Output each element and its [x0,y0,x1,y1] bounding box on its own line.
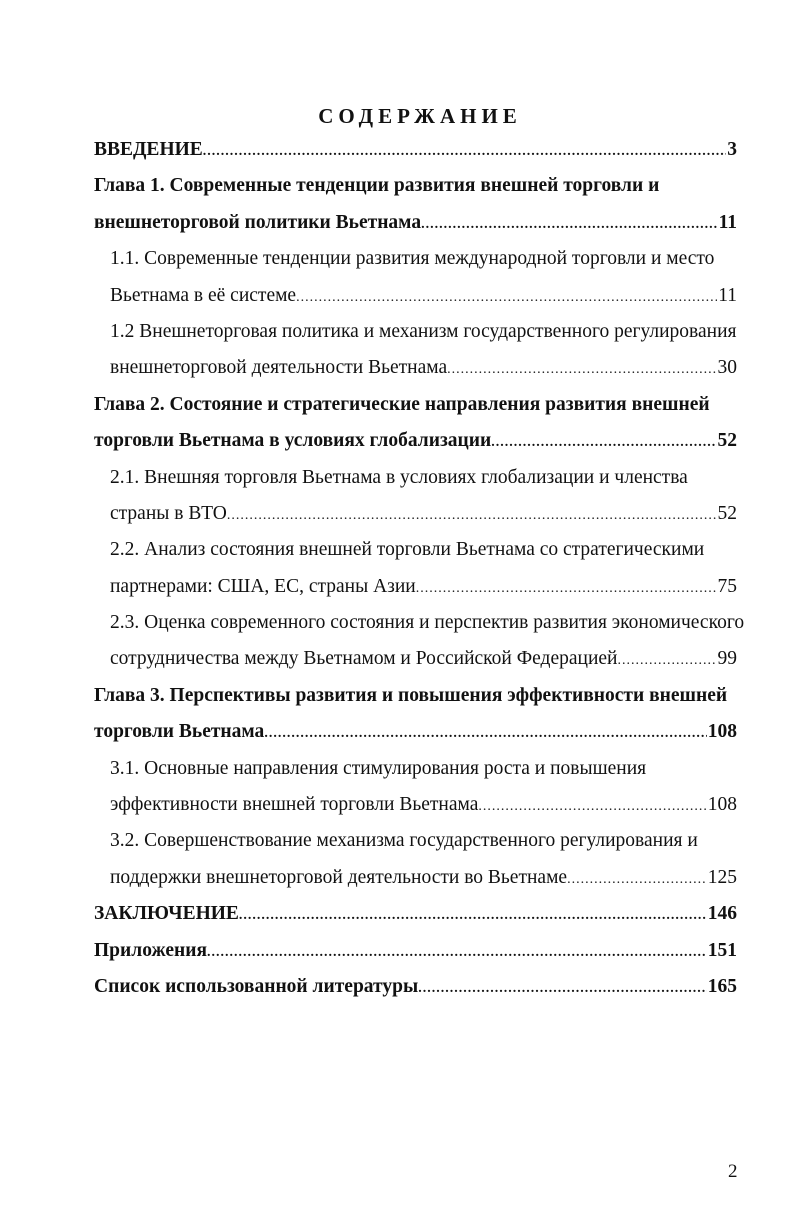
toc-entry-section-2-3-end [94,641,737,677]
toc-entry-section-2-2: 2.2. Анализ состояния внешней торговли Вьетнама со стратегическими [110,539,705,561]
toc-entry-title: торговли Вьетнама в условиях глобализации [94,430,492,452]
toc-entry-introduction [94,132,737,168]
toc-page-number: 52 [717,430,737,452]
toc-entry-section-3-2-end [94,860,737,896]
toc-entry-title: партнерами: США, ЕС, страны Азии [110,575,416,597]
dot-leader [239,898,707,934]
dot-leader [478,789,706,825]
toc-entry-chapter-2-end [94,423,737,459]
toc-entry-title: эффективности внешней торговли Вьетнама [110,794,479,816]
table-of-contents [94,132,745,1005]
toc-entry-chapter-1-end [94,205,737,241]
toc-entry-appendix [94,933,737,969]
toc-page-number: 165 [707,975,737,997]
dot-leader [421,207,717,243]
toc-entry-conclusion [94,896,737,932]
toc-entry-chapter-1: Глава 1. Современные тенденции развития внешней торговли и [94,175,660,197]
dot-leader [264,716,706,752]
dot-leader [447,352,716,388]
dot-leader [418,971,707,1007]
dot-leader [296,280,717,316]
page-title: СОДЕРЖАНИЕ [318,104,522,128]
toc-entry-title: ВВЕДЕНИЕ [94,139,203,160]
toc-entry-section-1-2: 1.2 Внешнеторговая политика и механизм государственного регулирования [110,320,737,342]
toc-entry-chapter-3-end [94,714,737,750]
toc-page-number: 146 [707,903,737,925]
toc-page-number: 151 [707,939,737,961]
toc-page-number: 75 [717,575,737,597]
toc-entry-title: сотрудничества между Вьетнамом и Российской Федерацией [110,648,618,670]
toc-entry-title: ЗАКЛЮЧЕНИЕ [94,903,239,925]
toc-entry-chapter-2: Глава 2. Состояние и стратегические направления развития внешней [94,393,710,415]
toc-entry-section-3-1: 3.1. Основные направления стимулирования роста и повышения [110,757,647,779]
toc-entry-section-3-2: 3.2. Совершенствование механизма государственного регулирования и [110,830,698,852]
toc-entry-section-3-1-end [94,787,737,823]
toc-entry-title: внешнеторговой деятельности Вьетнама [110,357,448,379]
toc-page-number: 11 [718,284,737,306]
dot-leader [416,571,717,607]
toc-page-number: 99 [717,648,737,670]
toc-page-number: 30 [717,357,737,379]
dot-leader [617,643,716,679]
toc-entry-title: Приложения [94,939,208,961]
toc-entry-title: Вьетнама в её системе [110,284,297,306]
dot-leader [567,862,707,898]
toc-entry-section-2-1-end [94,496,737,532]
toc-entry-references [94,969,737,1005]
toc-entry-chapter-3: Глава 3. Перспективы развития и повышения эффективности внешней [94,684,728,706]
toc-entry-title: внешнеторговой политики Вьетнама [94,211,422,233]
toc-page-number: 108 [707,794,737,816]
toc-page-number: 11 [718,211,737,233]
dot-leader [227,498,717,534]
toc-entry-title: торговли Вьетнама [94,721,265,743]
toc-entry-title: Список использованной литературы [94,975,419,997]
dot-leader [491,425,716,461]
toc-entry-section-1-1-end [94,278,737,314]
toc-entry-title: поддержки внешнеторговой деятельности во Вьетнаме [110,866,568,888]
toc-page-number: 52 [717,502,737,524]
toc-entry-title: страны в ВТО [110,502,227,524]
toc-entry-section-1-1: 1.1. Современные тенденции развития международной торговли и место [110,248,715,270]
dot-leader [203,134,726,170]
toc-entry-section-2-2-end [94,569,737,605]
toc-entry-section-2-1: 2.1. Внешняя торговля Вьетнама в условиях глобализации и членства [110,466,688,488]
page-number: 2 [728,1161,738,1182]
toc-page-number: 125 [707,866,737,888]
toc-page-number: 3 [727,139,737,160]
toc-entry-section-2-3: 2.3. Оценка современного состояния и перспектив развития экономического [110,612,745,634]
toc-entry-section-1-2-end [94,350,737,386]
dot-leader [207,935,707,971]
toc-page-number: 108 [707,721,737,743]
